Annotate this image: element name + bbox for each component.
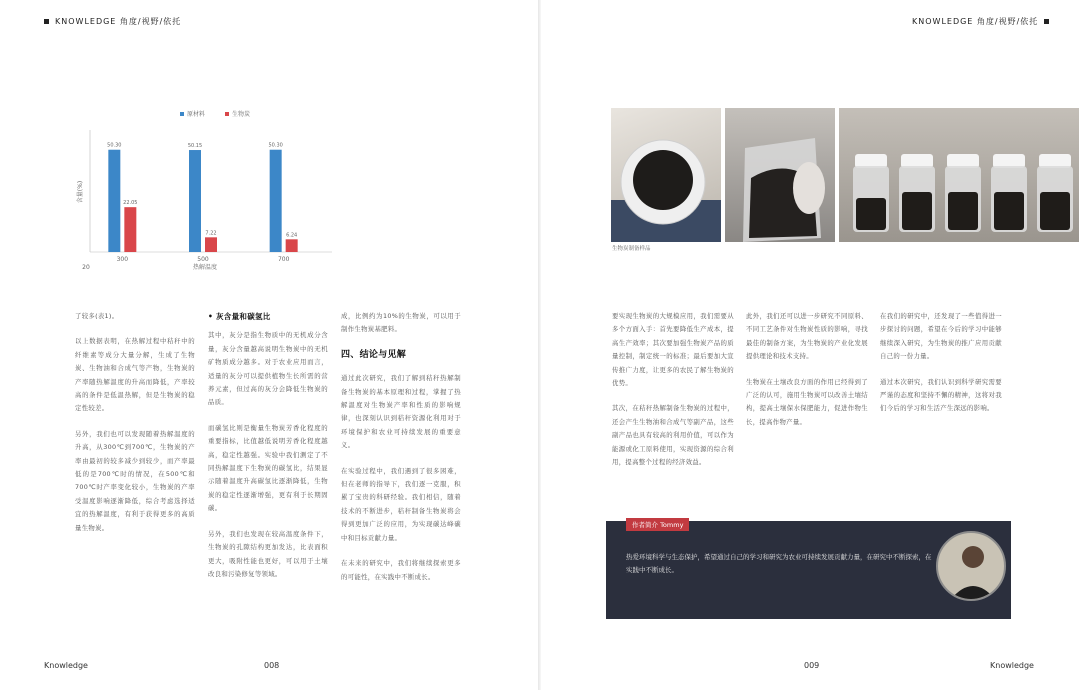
data-label: 7.22	[205, 230, 217, 237]
paragraph: 此外，我们还可以进一步研究不同原料、不同工艺条件对生物炭性质的影响，寻找最佳的制备方案，为生物炭的产业化发展提供理论和技术支持。	[746, 312, 868, 361]
bar	[286, 239, 298, 252]
paragraph: 了较多(表1)。	[75, 312, 119, 320]
bar	[205, 237, 217, 252]
right-column-3	[880, 310, 1002, 428]
bar	[270, 150, 282, 252]
vial	[899, 154, 935, 232]
profile-text: 热爱环境科学与生态保护，希望通过自己的学习和研究为农业可持续发展贡献力量，在研究中不断探索，在实践中不断成长。	[626, 553, 932, 574]
section-heading: • 灰含量和碳氢比	[208, 312, 271, 321]
right-column-1	[612, 310, 734, 481]
page-gutter	[538, 0, 541, 690]
paragraph: 成，比例约为10%的生物炭，可以用于制作生物炭基肥料。	[341, 312, 461, 334]
data-label: 50.30	[268, 142, 283, 149]
bowl-image	[611, 108, 721, 242]
author-profile	[606, 521, 1011, 619]
left-column-3	[341, 310, 461, 596]
bar	[108, 150, 120, 252]
photo-biochar-bag	[725, 108, 835, 242]
bar-chart	[70, 100, 340, 280]
data-label: 50.30	[107, 142, 122, 149]
right-column-2	[746, 310, 868, 441]
paragraph: 其中，灰分是指生物质中的无机成分含量，灰分含量越高说明生物炭中的无机矿物质成分越多。对于农业应用而言，适量的灰分可以提供植物生长所需的营养元素，但过高的灰分会降低生物炭的品质。	[208, 331, 328, 407]
legend-label: 原材料	[187, 111, 206, 118]
photo-caption: 生物炭制备样品	[612, 246, 651, 252]
header-right	[912, 16, 1049, 27]
data-label: 50.15	[187, 143, 203, 150]
paragraph: 而碳氢比则是衡量生物炭芳香化程度的重要指标，比值越低说明芳香化程度越高，稳定性越强。实验中我们测定了不同热解温度下生物炭的碳氢比，结果显示随着温度升高碳氢比逐渐降低，生物炭的稳定性逐渐增强，更有利于长期固碳。	[208, 423, 328, 513]
paragraph: 生物炭在土壤改良方面的作用已经得到了广泛的认可，施用生物炭可以改善土壤结构，提高土壤保水保肥能力，促进作物生长，提高作物产量。	[746, 377, 868, 426]
origin-label: 20	[82, 264, 90, 271]
square-icon	[1044, 19, 1049, 24]
square-icon	[44, 19, 49, 24]
paragraph: 另外，我们也发现在较高温度条件下，生物炭的孔隙结构更加发达，比表面积更大，吸附性能也更好，可以用于土壤改良和污染修复等领域。	[208, 529, 328, 578]
paragraph: 要实现生物炭的大规模应用，我们需要从多个方面入手：首先要降低生产成本，提高生产效率；其次要加强生物炭产品的质量控制，制定统一的标准；最后要加大宣传推广力度，让更多的农民了解生物炭的优势。	[612, 312, 734, 388]
photo-biochar-bowl	[611, 108, 721, 242]
paragraph: 其次，在秸秆热解制备生物炭的过程中，还会产生生物油和合成气等副产品，这些副产品也具有较高的利用价值，可以作为能源或化工原料使用，实现资源的综合利用，提高整个过程的经济效益。	[612, 404, 734, 467]
legend-swatch	[180, 112, 184, 116]
vial	[1037, 154, 1073, 232]
profile-tag: 作者简介 Tommy	[626, 518, 689, 531]
vial	[991, 154, 1027, 232]
section-heading: 四、结论与见解	[341, 349, 407, 360]
footer-brand-left: Knowledge	[44, 661, 88, 670]
header-left-text: KNOWLEDGE 角度/视野/依托	[55, 17, 182, 26]
paragraph: 在未来的研究中，我们将继续探索更多的可能性，在实践中不断成长。	[341, 559, 461, 581]
data-label: 22.05	[123, 200, 138, 207]
paragraph: 在实验过程中，我们遇到了很多困难，但在老师的指导下，我们逐一克服，积累了宝贵的科研经验。我们相信，随着技术的不断进步，秸秆制备生物炭将会得到更加广泛的应用，为实现碳达峰碳中和目标贡献力量。	[341, 466, 461, 542]
paragraph: 在我们的研究中，还发现了一些值得进一步探讨的问题，希望在今后的学习中能够继续深入研究，为生物炭的推广应用贡献自己的一份力量。	[880, 312, 1002, 361]
paragraph: 另外，我们也可以发现随着热解温度的升高，从300℃到700℃，生物炭的产率由最初的较多减少到较少，而产率最低的是700℃时的情况，在500℃和700℃时产率变化较小，生物炭的产率受温度影响逐渐降低，综合考虑选择适宜的热解温度，有利于获得更多的高质量生物炭。	[75, 429, 195, 532]
footer-brand-right: Knowledge	[990, 661, 1034, 670]
avatar	[936, 531, 1006, 601]
header-right-text: KNOWLEDGE 角度/视野/依托	[912, 17, 1039, 26]
x-axis-label: 热解温度	[192, 264, 218, 271]
vials-image	[839, 108, 1079, 242]
legend-label: 生物炭	[232, 111, 251, 118]
left-column-1	[75, 310, 195, 547]
vial	[945, 154, 981, 232]
photo-sample-vials	[839, 108, 1079, 242]
data-label: 6.24	[286, 232, 298, 239]
bar	[124, 207, 136, 252]
vial	[853, 154, 889, 232]
page-number-right: 009	[804, 661, 820, 670]
paragraph: 以上数据表明，在热解过程中秸秆中的纤维素等成分大量分解，生成了生物炭、生物油和合成气等产物，生物炭的产率随热解温度的升高而降低，产率较高的条件是低温热解，但是生物炭的稳定性较差。	[75, 337, 195, 413]
header-left	[44, 16, 181, 27]
page-number-left: 008	[264, 661, 280, 670]
bag-image	[725, 108, 835, 242]
x-tick-label: 500	[197, 256, 209, 263]
y-axis-label: 含量(%)	[77, 180, 84, 204]
paragraph: 通过本次研究，我们认识到科学研究需要严谨的态度和坚持不懈的精神，这将对我们今后的学习和生活产生深远的影响。	[880, 377, 1002, 413]
left-column-2	[208, 310, 328, 593]
legend-swatch	[225, 112, 229, 116]
x-tick-label: 300	[116, 256, 129, 263]
paragraph: 通过此次研究，我们了解到秸秆热解制备生物炭的基本原理和过程，掌握了热解温度对生物炭产率和性质的影响规律，也深刻认识到秸秆资源化利用对于环境保护和农业可持续发展的重要意义。	[341, 374, 461, 450]
x-tick-label: 700	[277, 256, 290, 263]
bar	[189, 150, 201, 252]
